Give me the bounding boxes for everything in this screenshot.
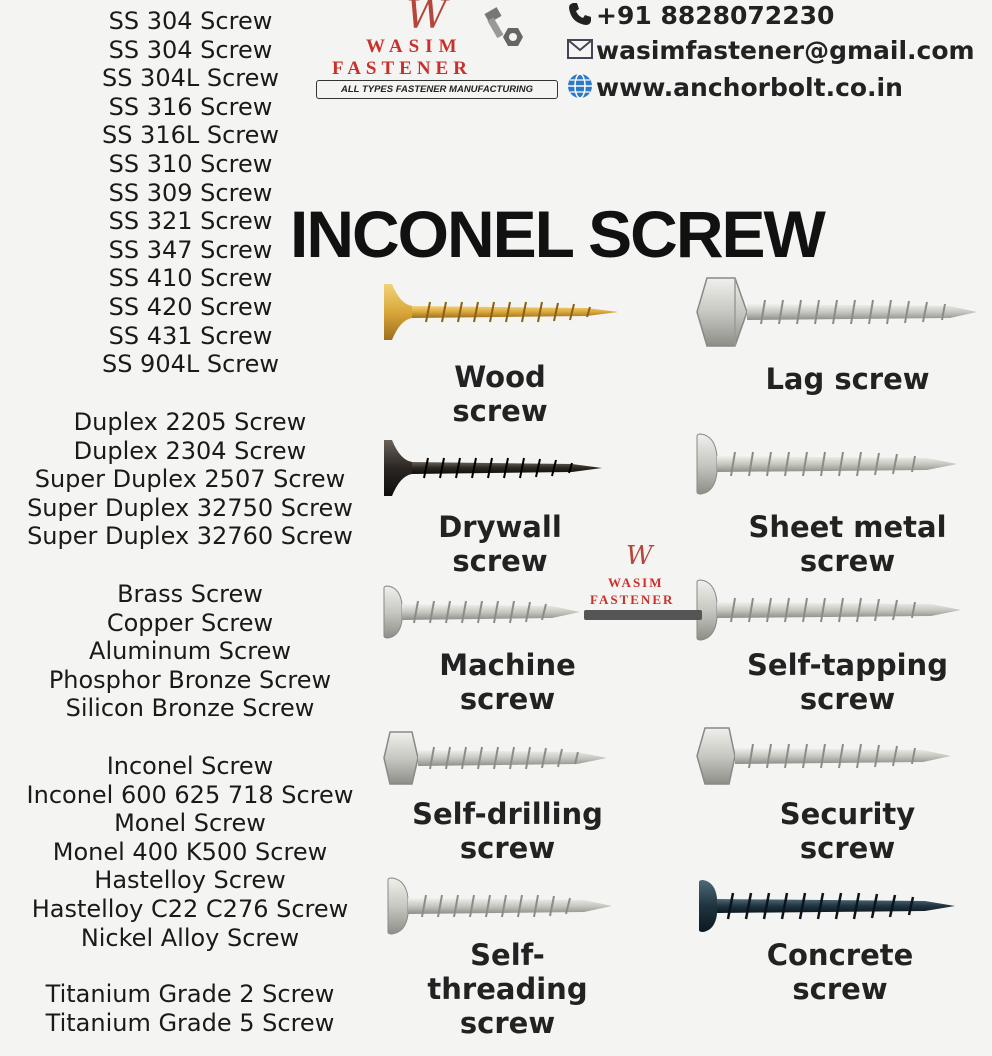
label-line: Concrete bbox=[766, 938, 914, 972]
self-drilling-screw-image bbox=[382, 730, 610, 786]
wood-screw-image bbox=[382, 282, 622, 342]
alloys-list bbox=[5, 752, 375, 952]
self-tapping-screw-label bbox=[700, 648, 992, 716]
label-line: screw bbox=[459, 1006, 556, 1040]
contact-email[interactable] bbox=[566, 36, 975, 67]
list-item: Super Duplex 2507 Screw bbox=[34, 465, 346, 494]
watermark-line2: FASTENER bbox=[590, 592, 675, 607]
stainless-list bbox=[78, 7, 303, 379]
watermark-mark: W bbox=[626, 541, 653, 571]
sheet-metal-screw-image bbox=[695, 432, 960, 496]
lag-screw-image bbox=[695, 276, 980, 348]
label-line: Sheet metal bbox=[748, 510, 947, 544]
email-icon bbox=[566, 37, 596, 67]
label-line: screw bbox=[452, 544, 548, 578]
label-line: screw bbox=[452, 394, 548, 428]
security-screw-image bbox=[695, 726, 955, 786]
email-address: wasimfastener@gmail.com bbox=[596, 36, 975, 65]
label-line: Self-drilling bbox=[412, 797, 603, 831]
contact-website[interactable] bbox=[566, 72, 903, 106]
label-line: screw bbox=[799, 831, 896, 865]
list-item: SS 321 Screw bbox=[108, 207, 273, 236]
list-item: Monel 400 K500 Screw bbox=[52, 837, 328, 866]
list-item: Duplex 2205 Screw bbox=[73, 408, 307, 436]
list-item: SS 410 Screw bbox=[108, 264, 273, 293]
list-item: SS 431 Screw bbox=[108, 321, 273, 350]
label-line: screw bbox=[459, 682, 556, 716]
concrete-screw-label bbox=[700, 938, 980, 1006]
list-item: SS 309 Screw bbox=[108, 178, 273, 207]
contact-phone[interactable] bbox=[566, 0, 834, 34]
machine-screw-label bbox=[395, 648, 620, 716]
self-threading-screw-image bbox=[386, 876, 616, 936]
logo-tagline: ALL TYPES FASTENER MANUFACTURING bbox=[316, 80, 558, 99]
list-item: Nickel Alloy Screw bbox=[80, 923, 300, 952]
label-line: screw bbox=[799, 544, 896, 578]
list-item: SS 347 Screw bbox=[108, 235, 273, 264]
list-item: SS 304L Screw bbox=[101, 64, 280, 93]
list-item: SS 304 Screw bbox=[108, 7, 273, 35]
label-line: Lag screw bbox=[765, 362, 930, 396]
label-line: Wood bbox=[454, 360, 546, 394]
machine-screw-image bbox=[382, 584, 582, 640]
label-line: Self-tapping bbox=[747, 648, 948, 682]
hex-bolt-icon bbox=[482, 6, 524, 54]
label-line: Security bbox=[779, 797, 916, 831]
label-line: Machine bbox=[439, 648, 576, 682]
list-item: Hastelloy Screw bbox=[94, 866, 286, 895]
list-item: SS 316 Screw bbox=[108, 92, 273, 121]
list-item: Silicon Bronze Screw bbox=[65, 694, 315, 723]
list-item: Phosphor Bronze Screw bbox=[48, 665, 332, 694]
list-item: Monel Screw bbox=[114, 809, 266, 838]
sheet-metal-screw-label bbox=[700, 510, 992, 578]
label-line: screw bbox=[459, 831, 556, 865]
label-line: screw bbox=[799, 682, 896, 716]
phone-number: +91 8828072230 bbox=[596, 1, 835, 30]
company-logo bbox=[314, 0, 559, 100]
list-item: Super Duplex 32750 Screw bbox=[27, 493, 353, 522]
list-item: SS 310 Screw bbox=[108, 149, 273, 178]
list-item: Duplex 2304 Screw bbox=[73, 436, 307, 465]
list-item: SS 420 Screw bbox=[108, 292, 273, 321]
label-line: threading bbox=[427, 972, 588, 1006]
list-item: Hastelloy C22 C276 Screw bbox=[31, 894, 349, 923]
list-item: Titanium Grade 5 Screw bbox=[45, 1008, 335, 1037]
concrete-screw-image bbox=[697, 878, 959, 934]
list-item: Copper Screw bbox=[106, 608, 274, 637]
nonferrous-list bbox=[5, 580, 375, 723]
list-item: SS 316L Screw bbox=[101, 121, 280, 150]
list-item: Inconel 600 625 718 Screw bbox=[26, 780, 354, 809]
label-line: screw bbox=[792, 972, 888, 1006]
page-title: INCONEL SCREW bbox=[290, 197, 824, 271]
drywall-screw-image bbox=[382, 438, 607, 498]
label-line: Drywall bbox=[438, 510, 562, 544]
titanium-list bbox=[5, 980, 375, 1037]
list-item: SS 904L Screw bbox=[101, 350, 280, 379]
globe-icon bbox=[566, 72, 596, 106]
security-screw-label bbox=[700, 797, 992, 865]
list-item: Inconel Screw bbox=[106, 752, 274, 780]
watermark-tagline-bar bbox=[584, 610, 702, 620]
logo-line2: FASTENER bbox=[332, 58, 472, 79]
list-item: Aluminum Screw bbox=[89, 637, 291, 666]
label-line: Self- bbox=[470, 938, 545, 972]
drywall-screw-label bbox=[395, 510, 605, 578]
self-threading-screw-label bbox=[395, 938, 620, 1040]
lag-screw-label bbox=[700, 362, 992, 396]
duplex-list bbox=[5, 408, 375, 551]
self-drilling-screw-label bbox=[395, 797, 620, 865]
self-tapping-screw-image bbox=[695, 578, 965, 642]
website-url: www.anchorbolt.co.in bbox=[596, 73, 903, 102]
phone-icon bbox=[566, 0, 596, 34]
list-item: Super Duplex 32760 Screw bbox=[27, 522, 353, 551]
logo-mark: W bbox=[406, 0, 448, 38]
list-item: SS 304 Screw bbox=[108, 35, 273, 64]
list-item: Titanium Grade 2 Screw bbox=[45, 980, 335, 1008]
list-item: Brass Screw bbox=[117, 580, 263, 608]
logo-line1: WASIM bbox=[366, 36, 463, 57]
wood-screw-label bbox=[395, 360, 605, 428]
watermark-line1: WASIM bbox=[608, 575, 664, 590]
